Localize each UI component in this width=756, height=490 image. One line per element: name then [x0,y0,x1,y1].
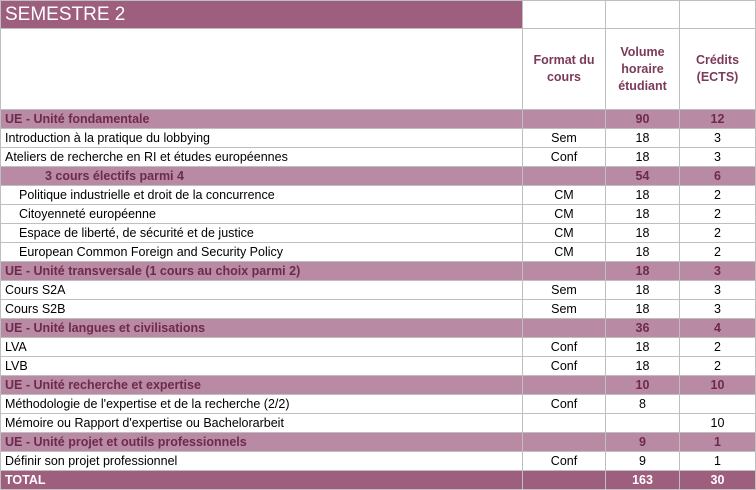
section-row [1,110,756,129]
course-volume: 18 [606,300,680,319]
course-label: Cours S2B [1,300,523,319]
section-row [1,433,756,452]
course-label: European Common Foreign and Security Policy [1,243,523,262]
table-row [1,452,756,471]
table-row [1,205,756,224]
course-format [523,262,606,281]
course-credits: 3 [680,129,756,148]
table-row [1,186,756,205]
course-format: Sem [523,281,606,300]
course-format: CM [523,186,606,205]
header-blank-cell [1,29,523,110]
header-row [1,29,756,110]
course-label: Méthodologie de l'expertise et de la recherche (2/2) [1,395,523,414]
course-credits: 10 [680,414,756,433]
course-credits: 3 [680,281,756,300]
course-format [523,433,606,452]
course-label: Cours S2A [1,281,523,300]
table-row [1,148,756,167]
course-volume: 18 [606,281,680,300]
course-format [523,376,606,395]
course-label: Introduction à la pratique du lobbying [1,129,523,148]
course-format: Sem [523,300,606,319]
course-label: UE - Unité recherche et expertise [1,376,523,395]
course-volume: 18 [606,262,680,281]
course-label: LVB [1,357,523,376]
course-volume: 18 [606,129,680,148]
course-format: Conf [523,395,606,414]
course-format: Sem [523,129,606,148]
course-credits [680,395,756,414]
table-row [1,224,756,243]
table-row [1,243,756,262]
course-format [523,110,606,129]
course-credits: 2 [680,243,756,262]
header-format: Format du cours [523,29,606,110]
course-label: Mémoire ou Rapport d'expertise ou Bachelorarbeit [1,414,523,433]
course-credits: 2 [680,224,756,243]
course-label: Citoyenneté européenne [1,205,523,224]
header-credits: Crédits (ECTS) [680,29,756,110]
course-label: UE - Unité projet et outils professionnels [1,433,523,452]
course-volume: 18 [606,205,680,224]
table-row [1,338,756,357]
table-row [1,414,756,433]
course-label: Espace de liberté, de sécurité et de justice [1,224,523,243]
sub-row [1,167,756,186]
course-volume: 90 [606,110,680,129]
course-volume: 10 [606,376,680,395]
course-format [523,414,606,433]
title-row [1,1,756,29]
section-row [1,319,756,338]
table-row [1,129,756,148]
table-row [1,281,756,300]
semester-title: SEMESTRE 2 [1,1,523,29]
course-credits: 1 [680,433,756,452]
course-volume: 36 [606,319,680,338]
course-volume: 18 [606,338,680,357]
course-credits: 2 [680,186,756,205]
course-volume: 18 [606,224,680,243]
course-credits: 2 [680,338,756,357]
course-credits: 30 [680,471,756,490]
section-row [1,376,756,395]
course-label: LVA [1,338,523,357]
course-credits: 2 [680,205,756,224]
course-credits: 10 [680,376,756,395]
course-format: CM [523,224,606,243]
course-credits: 3 [680,148,756,167]
title-blank-cell [680,1,756,29]
course-label: UE - Unité fondamentale [1,110,523,129]
course-volume: 18 [606,357,680,376]
course-label: Ateliers de recherche en RI et études européennes [1,148,523,167]
course-credits: 6 [680,167,756,186]
course-format: Conf [523,338,606,357]
course-format: Conf [523,148,606,167]
course-volume: 8 [606,395,680,414]
course-format: Conf [523,357,606,376]
course-format [523,471,606,490]
course-volume: 163 [606,471,680,490]
course-credits: 12 [680,110,756,129]
course-label: UE - Unité langues et civilisations [1,319,523,338]
course-format [523,167,606,186]
course-format: CM [523,205,606,224]
table-row [1,300,756,319]
course-label: TOTAL [1,471,523,490]
course-volume [606,414,680,433]
course-credits: 3 [680,262,756,281]
course-volume: 18 [606,243,680,262]
course-format: Conf [523,452,606,471]
header-volume: Volume horaire étudiant [606,29,680,110]
title-blank-cell [606,1,680,29]
course-label: Politique industrielle et droit de la concurrence [1,186,523,205]
course-label: Définir son projet professionnel [1,452,523,471]
course-label: UE - Unité transversale (1 cours au choix parmi 2) [1,262,523,281]
course-credits: 1 [680,452,756,471]
table-row [1,357,756,376]
course-label: 3 cours électifs parmi 4 [1,167,523,186]
course-volume: 18 [606,186,680,205]
course-volume: 18 [606,148,680,167]
table-row [1,395,756,414]
course-credits: 3 [680,300,756,319]
course-credits: 2 [680,357,756,376]
section-row [1,262,756,281]
course-volume: 54 [606,167,680,186]
course-credits: 4 [680,319,756,338]
course-volume: 9 [606,452,680,471]
title-blank-cell [523,1,606,29]
total-row [1,471,756,490]
course-format [523,319,606,338]
course-format: CM [523,243,606,262]
course-volume: 9 [606,433,680,452]
